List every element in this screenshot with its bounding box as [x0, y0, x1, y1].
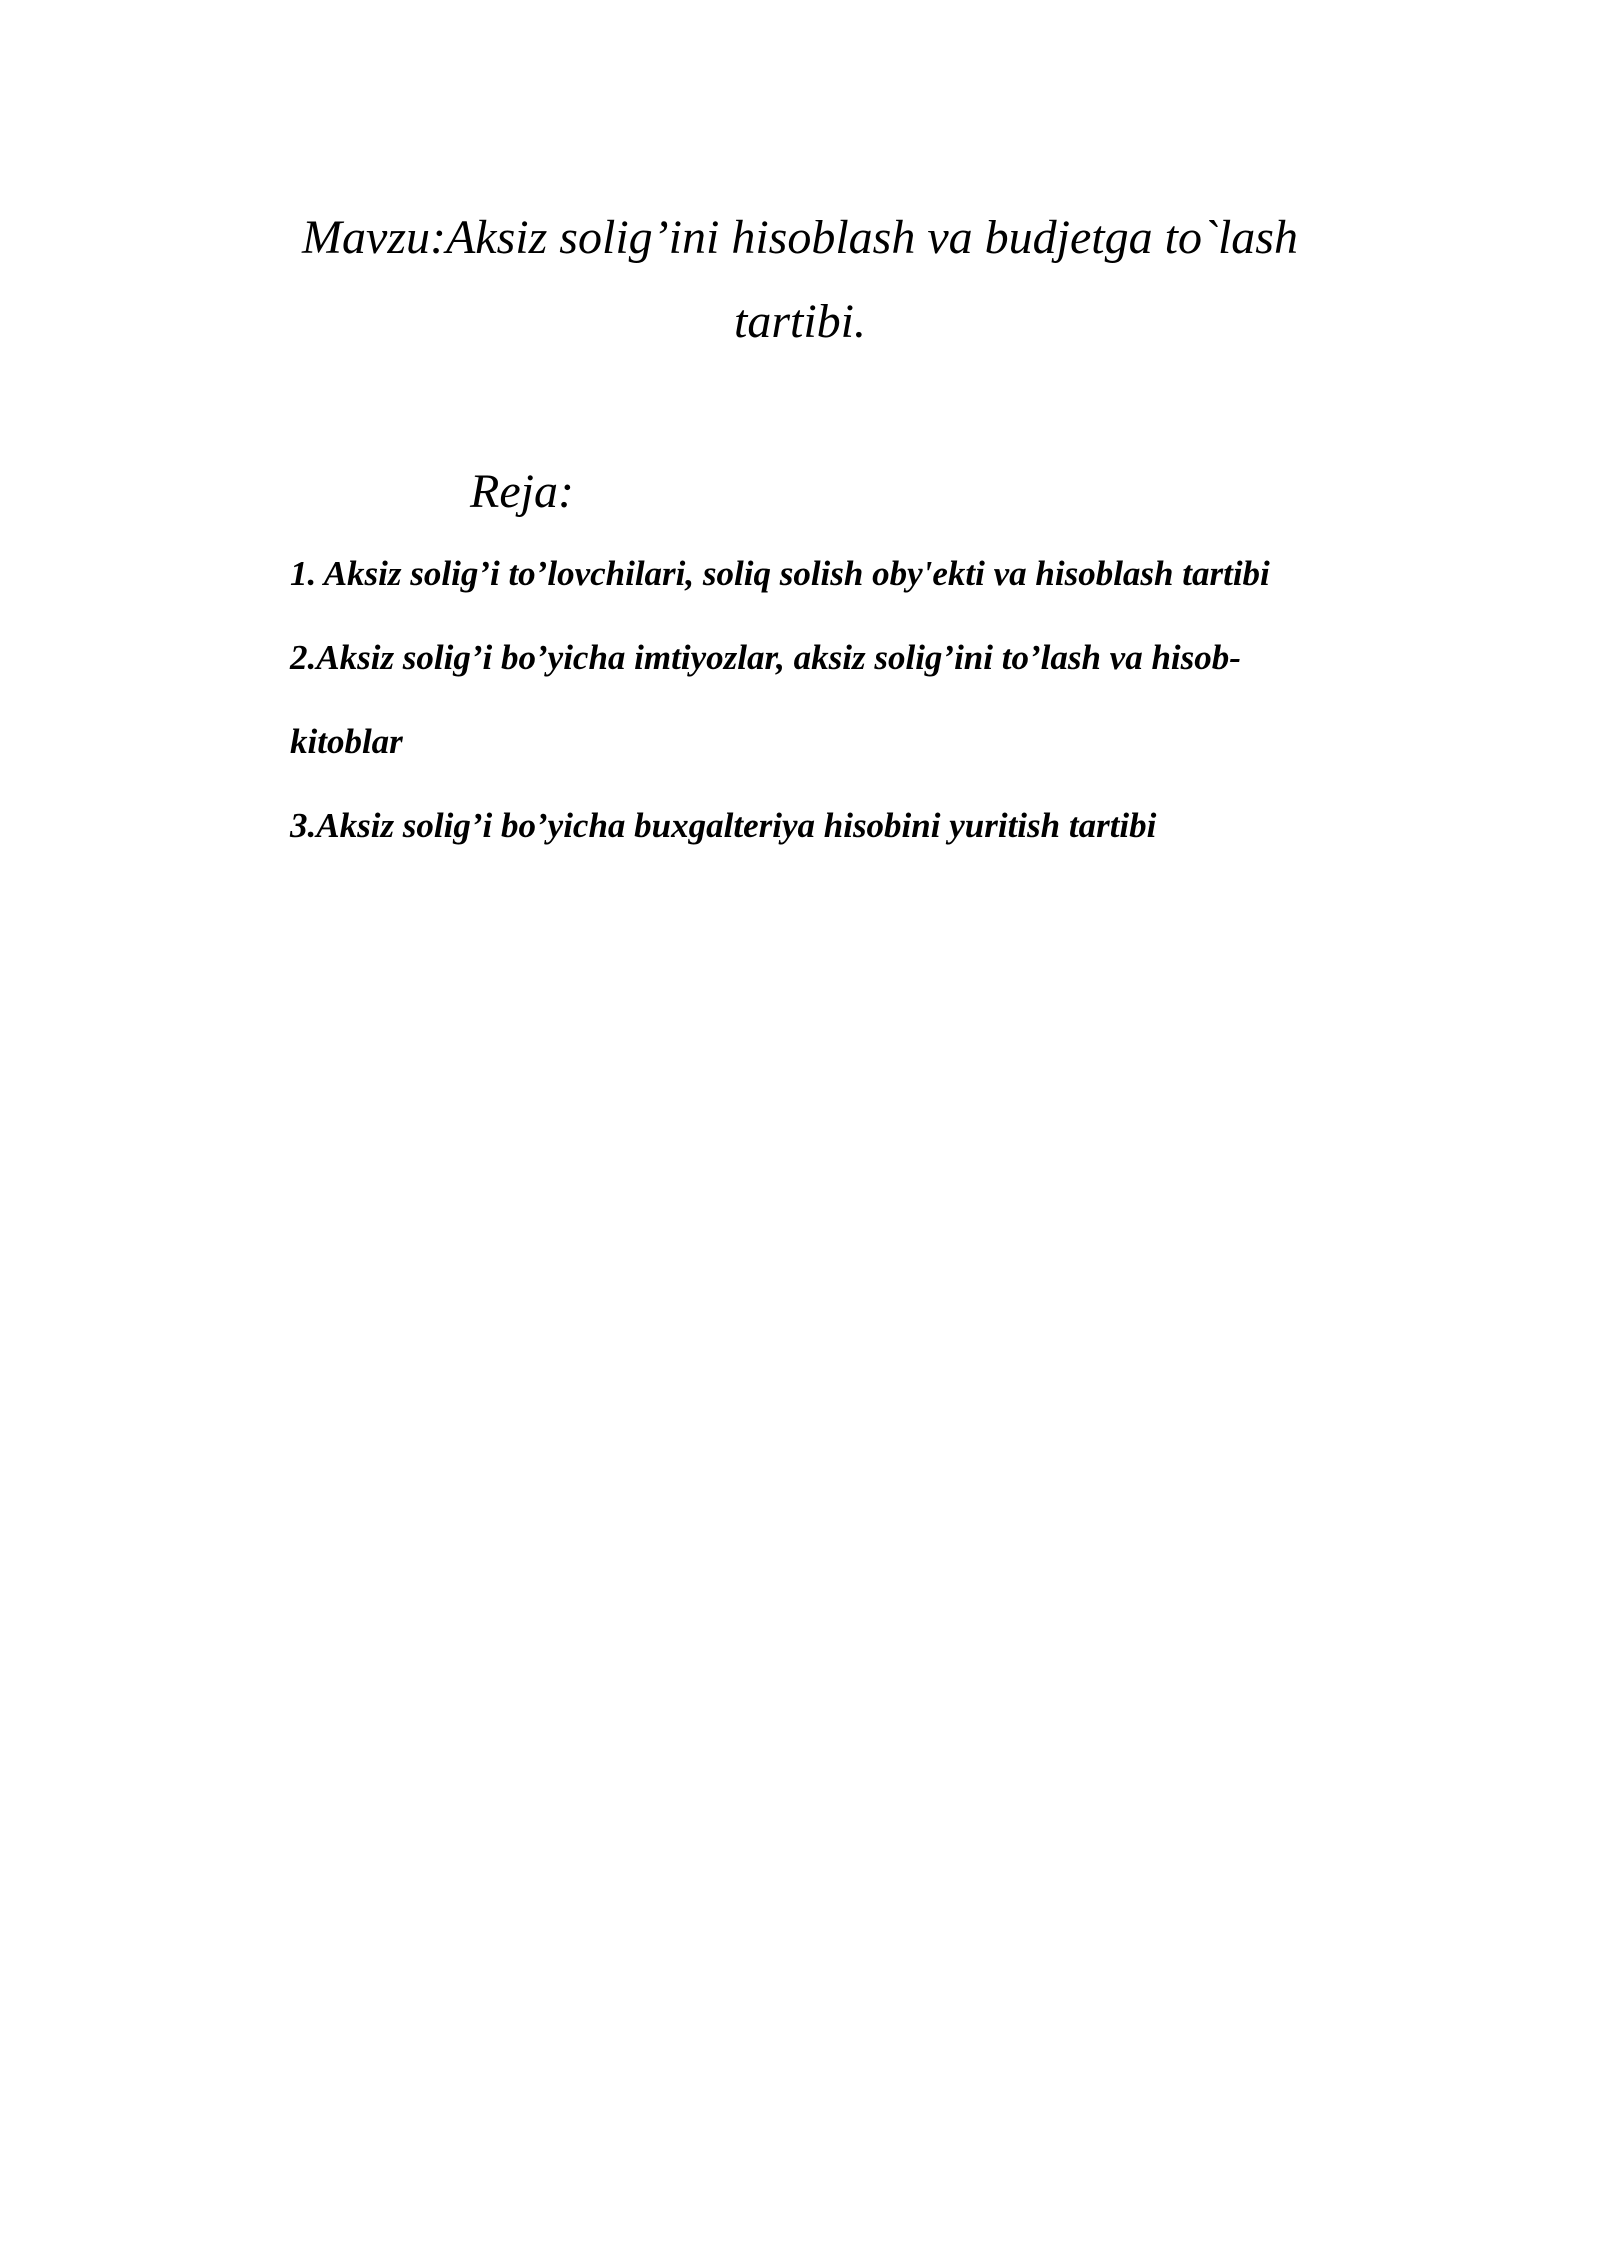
plan-item-2-continuation: kitoblar — [290, 722, 403, 761]
plan-item-3: 3.Aksiz solig’i bo’yicha buxgalteriya hisobini yuritish tartibi — [290, 806, 1157, 845]
plan-item-1: 1. Aksiz solig’i to’lovchilari, soliq solish oby'ekti va hisoblash tartibi — [290, 554, 1270, 593]
page-title-line-2: tartibi. — [733, 295, 867, 348]
plan-heading: Reja: — [470, 465, 574, 518]
plan-item-2: 2.Aksiz solig’i bo’yicha imtiyozlar, aksiz solig’ini to’lash va hisob- — [290, 638, 1241, 677]
page-title-line-1: Mavzu:Aksiz solig’ini hisoblash va budjetga to`lash — [302, 211, 1298, 264]
